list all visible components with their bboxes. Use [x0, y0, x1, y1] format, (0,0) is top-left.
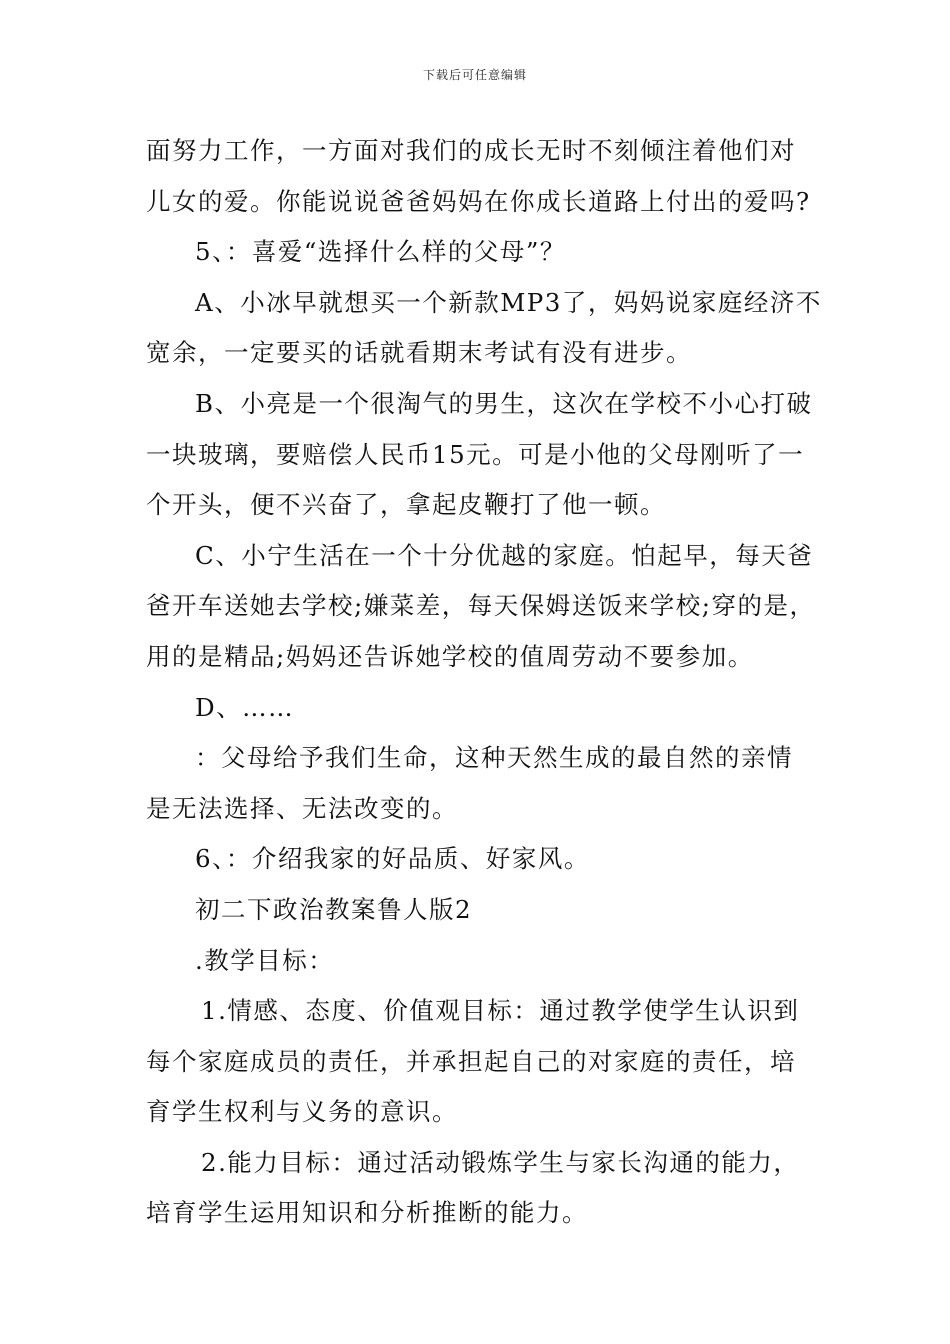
- text-line: 宽余，一定要买的话就看期末考试有没有进步。: [146, 338, 692, 368]
- text-line: 儿女的爱。你能说说爸爸妈妈在你成长道路上付出的爱吗?: [146, 186, 811, 216]
- text-line: 是无法选择、无法改变的。: [146, 793, 458, 823]
- section-heading: .教学目标：: [195, 945, 335, 975]
- text-line: 每个家庭成员的责任，并承担起自己的对家庭的责任，培: [146, 1046, 796, 1076]
- text-line: ：父母给予我们生命，这种天然生成的最自然的亲情: [195, 743, 793, 773]
- text-line: 个开头，便不兴奋了，拿起皮鞭打了他一顿。: [146, 490, 666, 520]
- text-line: 培育学生运用知识和分析推断的能力。: [146, 1198, 588, 1228]
- text-line: D、……: [195, 692, 295, 722]
- document-body: [146, 126, 822, 1239]
- text-line: 5、：喜爱“选择什么样的父母”？: [195, 237, 566, 267]
- text-line: 2.能力目标：通过活动锻炼学生与家长沟通的能力，: [201, 1147, 800, 1177]
- text-line: 育学生权利与义务的意识。: [146, 1097, 458, 1127]
- text-line: 用的是精品;妈妈还告诉她学校的值周劳动不要参加。: [146, 641, 754, 671]
- section-title: 初二下政治教案鲁人版2: [195, 894, 473, 924]
- text-line: 1.情感、态度、价值观目标：通过教学使学生认识到: [201, 996, 800, 1026]
- text-line: 6、：介绍我家的好品质、好家风。: [195, 844, 590, 874]
- page-header: 下载后可任意编辑: [422, 68, 527, 82]
- text-line: 面努力工作，一方面对我们的成长无时不刻倾注着他们对: [146, 136, 796, 165]
- text-line: 爸开车送她去学校;嫌菜差，每天保姆送饭来学校;穿的是，: [146, 591, 816, 621]
- text-line: C、小宁生活在一个十分优越的家庭。怕起早，每天爸: [195, 540, 814, 570]
- text-line: 一块玻璃，要赔偿人民币15元。可是小他的父母刚听了一: [146, 439, 805, 469]
- text-line: A、小冰早就想买一个新款MP3了，妈妈说家庭经济不: [195, 287, 822, 317]
- text-line: B、小亮是一个很淘气的男生，这次在学校不小心打破: [195, 388, 813, 418]
